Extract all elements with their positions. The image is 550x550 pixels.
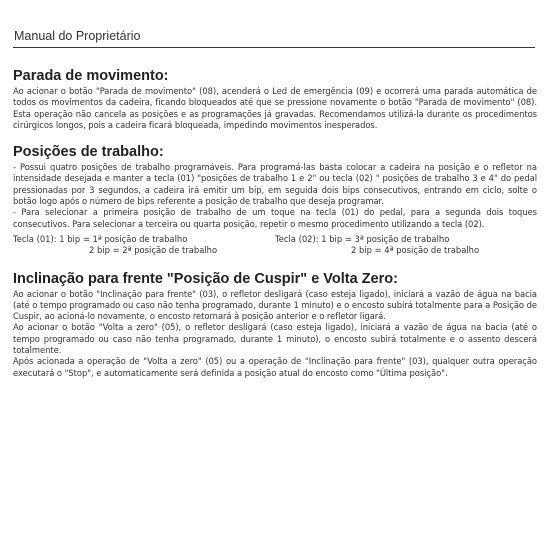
section-text-posicoes-selecting: - Para selecionar a primeira posição de trabalho de um toque na tecla (01) do pedal, para a segunda dois toques consecutivos. Para selecionar a terceira ou quarta posição, repetir o mesmo procedimento utilizando a tecla (02).: [13, 207, 537, 229]
section-heading-inclinacao: Inclinação para frente "Posição de Cuspir" e Volta Zero:: [13, 270, 398, 287]
tecla-bip-table: [13, 234, 537, 257]
tecla-01-line-2-row: [13, 245, 275, 256]
tecla-01-column: [13, 234, 275, 257]
section-text-inclinacao-2: Ao acionar o botão "Volta a zero" (05), o refletor desligará (caso esteja ligado), iniciará a vazão de água na bacia (até o tempo programado ou caso não tenha programado, durante 1 minuto), o encosto subirá totalmente e o assento descerá totalmente.: [13, 322, 537, 356]
section-text-posicoes-programming: - Possui quatro posições de trabalho programáveis. Para programá-las basta colocar a cadeira na posição e o refletor na intensidade desejada e manter a tecla (01) "posições de trabalho 1 e 2" ou tecla (02) " posições de trabalho 3 e 4" do pedal pressionadas por 3 segundos, a cadeira irá emitir um bip, em seguida dois bips consecutivos, entrando em ciclo, solte o botão logo após o número de bips referente a posição de trabalho que deseja programar.: [13, 162, 537, 207]
tecla-02-column: [275, 234, 537, 257]
tecla-02-line-2-row: [275, 245, 537, 256]
section-text-inclinacao-1: Ao acionar o botão "Inclinação para frente" (03), o refletor desligará (caso esteja ligado), iniciará a vazão de água na bacia (até o tempo programado ou caso não tenha programado, durante 1 minuto) e o encosto subirá totalmente para a Posição de Cuspir, ao acioná-lo novamente, o encosto retornará à posição anterior e o refletor ligará.: [13, 288, 537, 322]
section-heading-posicoes: Posições de trabalho:: [13, 144, 164, 161]
section-posicoes-de-trabalho: [13, 144, 537, 256]
page-header-title: Manual do Proprietário: [14, 29, 141, 43]
section-parada-de-movimento: [13, 68, 537, 131]
header-divider: [13, 47, 535, 48]
tecla-01-line-2: 2 bip = 2ª posição de trabalho: [89, 245, 218, 256]
section-heading-parada: Parada de movimento:: [13, 68, 169, 84]
section-inclinacao-volta-zero: [13, 271, 537, 379]
section-text-inclinacao-3: Após acionada a operação de "Volta a zero" (05) ou a operação de "Inclinação para frente" (03), qualquer outra operação executará o "Stop", e automaticamente será definida a posição atual do encosto como "Última posição".: [13, 356, 537, 378]
section-text-parada: Ao acionar o botão "Parada de movimento" (08), acenderá o Led de emergência (09) e ocorrerá uma parada automática de todos os movimentos da cadeira, ficando bloqueados até que se pressione novamente o botão "Parada de movimento" (08). Esta operação não cancela as posições e as programações já gravadas. Recomendamos utilizá-la durante os procedimentos cirúrgicos longos, pois a cadeira ficará bloqueada, impedindo movimentos inesperados.: [13, 86, 537, 130]
tecla-01-line-1: Tecla (01): 1 bip = 1ª posição de trabalho: [13, 233, 188, 244]
tecla-02-line-1: Tecla (02): 1 bip = 3ª posição de trabalho: [275, 233, 450, 244]
tecla-02-line-2: 2 bip = 4ª posição de trabalho: [351, 245, 480, 256]
